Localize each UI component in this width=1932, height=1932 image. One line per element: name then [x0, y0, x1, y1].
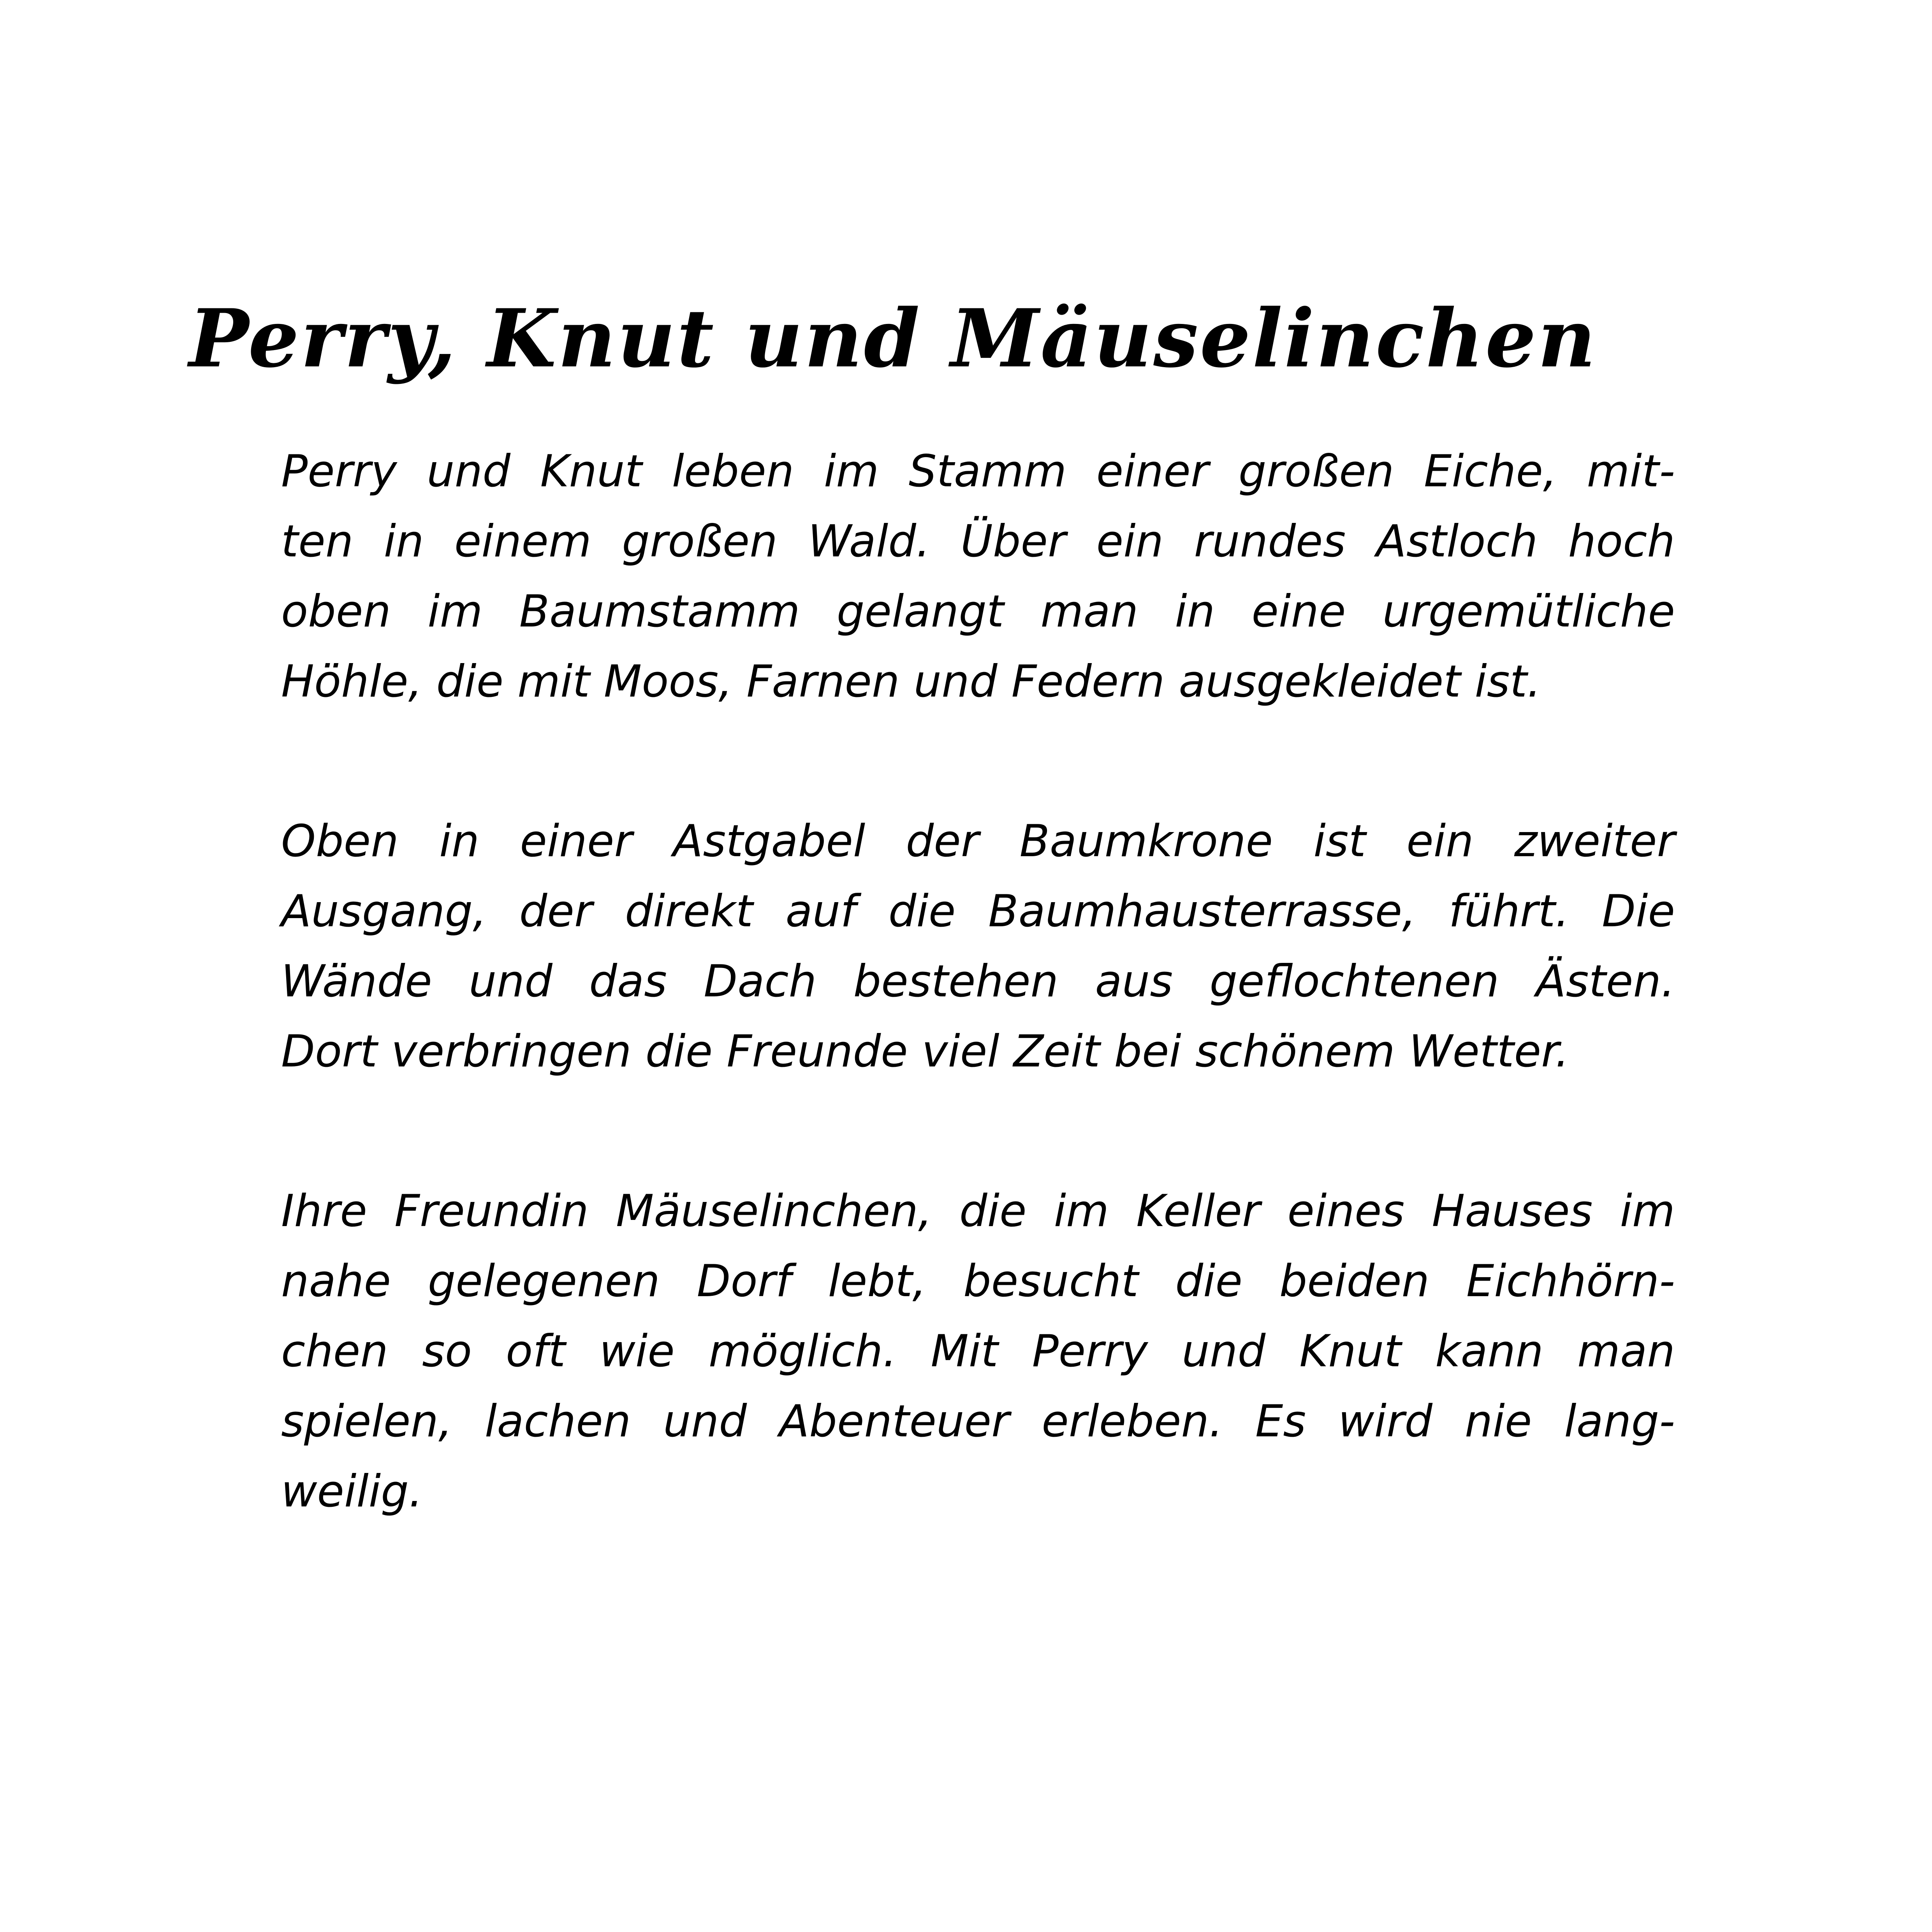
- text-line: chen so oft wie möglich. Mit Perry und Knut kann man: [281, 1325, 1675, 1377]
- text-line: Höhle, die mit Moos, Farnen und Federn ausgekleidet ist.: [281, 656, 1541, 707]
- text-line: weilig.: [281, 1466, 423, 1517]
- text-line: spielen, lachen und Abenteuer erleben. Es wird nie lang-: [281, 1395, 1675, 1447]
- text-line: Oben in einer Astgabel der Baumkrone ist ein zweiter: [281, 815, 1675, 867]
- text-line: oben im Baumstamm gelangt man in eine urgemütliche: [281, 586, 1675, 637]
- text-line: nahe gelegenen Dorf lebt, besucht die beiden Eichhörn-: [281, 1255, 1675, 1307]
- story-text: [281, 436, 1675, 1616]
- paragraph-3: [281, 1176, 1675, 1526]
- page-title: Perry, Knut und Mäuselinchen: [189, 292, 1598, 385]
- text-line: Wände und das Dach bestehen aus geflochtenen Ästen.: [281, 955, 1675, 1007]
- text-line: Ihre Freundin Mäuselinchen, die im Keller eines Hauses im: [281, 1185, 1675, 1237]
- paragraph-2: [281, 806, 1675, 1086]
- paragraph-1: [281, 436, 1675, 716]
- text-line: Ausgang, der direkt auf die Baumhausterrasse, führt. Die: [281, 885, 1675, 937]
- text-line: Perry und Knut leben im Stamm einer großen Eiche, mit-: [281, 445, 1675, 497]
- text-line: Dort verbringen die Freunde viel Zeit bei schönem Wetter.: [281, 1026, 1570, 1077]
- text-line: ten in einem großen Wald. Über ein rundes Astloch hoch: [281, 516, 1675, 567]
